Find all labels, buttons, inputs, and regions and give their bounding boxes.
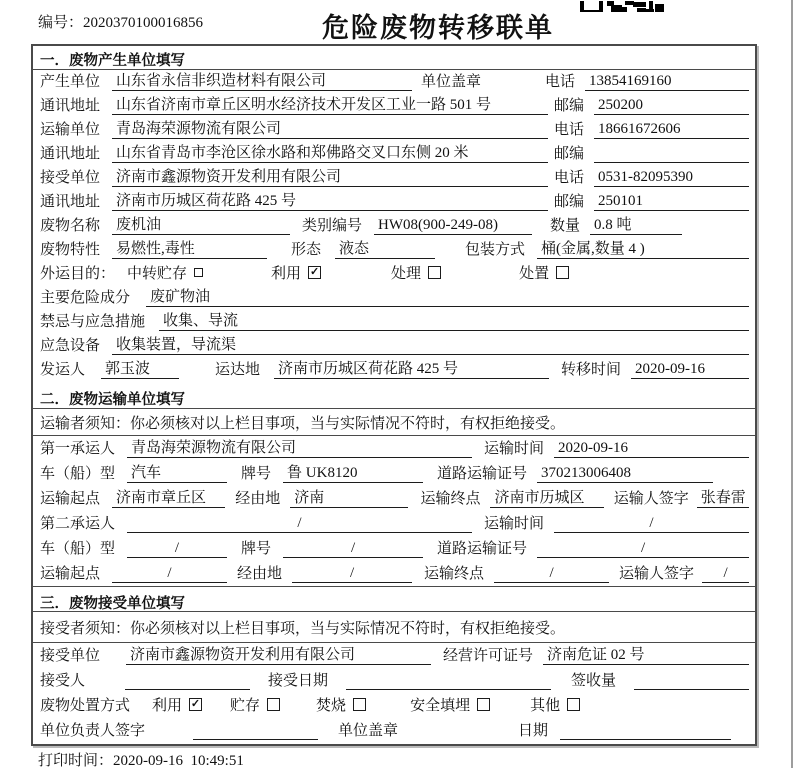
signature-label: 单位负责人签字 [40,723,146,739]
producer-zip-field: 250200 [594,97,749,115]
vehicle2-license-label: 道路运输证号 [437,541,528,557]
disposal-other-label: 其他 [530,698,561,714]
taboo-row [33,310,755,334]
disposal-landfill-label: 安全填埋 [410,698,471,714]
disposal-landfill-checkbox [477,698,490,711]
accept-unit-field: 济南市鑫源物资开发利用有限公司 [126,643,431,665]
acceptor-label: 接受人 [40,673,86,689]
equipment-row [33,334,755,358]
transporter-address-field: 山东省青岛市李沧区徐水路和郑佛路交叉口东侧 20 米 [112,141,548,163]
vehicle1-type-field: 汽车 [127,461,227,483]
producer-address-field: 山东省济南市章丘区明水经济技术开发区工业一路 501 号 [112,93,548,115]
route2-end-label: 运输终点 [424,566,485,582]
receiver-zip-field: 250101 [594,193,749,211]
section3-header: 三．废物接受单位填写 [33,586,755,612]
acceptor-row [33,668,755,693]
accept-unit-label: 接受单位 [40,648,101,664]
taboo-field: 收集、导流 [159,309,749,331]
equipment-label: 应急设备 [40,338,101,354]
serial-label: 编号： [38,15,84,31]
vehicle2-row [33,536,755,561]
waste-code-label: 类别编号 [302,218,363,234]
disposal-incinerate-checkbox [353,698,366,711]
waste-traits-label: 废物特性 [40,242,101,258]
transfer-storage-label: 中转贮存 [127,266,188,282]
transfer-storage-checkbox [194,268,203,277]
carrier1-row [33,436,755,461]
treat-label: 处理 [391,266,422,282]
vehicle2-plate-field: / [283,540,423,558]
route1-via-label: 经由地 [235,491,281,507]
transporter-value-field: 青岛海荣源物流有限公司 [112,117,548,139]
disposal-row [33,693,755,718]
qr-code-fragment-icon [580,0,666,12]
disposal-utilize-label: 利用 [152,698,183,714]
route1-start-field: 济南市章丘区 [112,486,225,508]
sign-date-field [560,723,731,740]
disposal-option-utilize [152,694,202,715]
receiver-phone-field: 0531-82095390 [594,169,749,187]
waste-qty-label: 数量 [550,218,581,234]
receiver-address-field: 济南市历城区荷花路 425 号 [112,189,548,211]
carrier2-time-label: 运输时间 [484,516,545,532]
form-outer-box [31,44,757,746]
disposal-option-incinerate [316,694,366,715]
route1-sign-label: 运输人签字 [613,491,689,507]
purpose-label: 外运目的： [40,266,116,282]
accept-unit-row [33,643,755,668]
waste-traits-field: 易燃性,毒性 [112,237,267,259]
print-time-line [38,749,244,768]
transporter-phone-label: 电话 [554,122,585,138]
dispatch-row [33,358,755,382]
accept-license-field: 济南危证 02 号 [543,643,749,665]
dispatch-dest-label: 运达地 [215,362,261,378]
waste-pack-label: 包装方式 [465,242,526,258]
disposal-other-checkbox [567,698,580,711]
dispatch-label: 发运人 [40,362,86,378]
purpose-row [33,262,755,286]
producer-value-field: 山东省永信非织造材料有限公司 [112,69,412,91]
disposal-store-label: 贮存 [230,698,261,714]
disposal-option-other [530,694,580,715]
route2-via-label: 经由地 [237,566,283,582]
disposal-utilize-checkbox: ✓ [190,698,201,710]
carrier2-label: 第二承运人 [40,516,116,532]
transporter-address-label: 通讯地址 [40,146,101,162]
waste-name-row [33,214,755,238]
waste-name-field: 废机油 [112,213,290,235]
hazard-field: 废矿物油 [146,285,749,307]
signature-row [33,718,755,743]
dispatch-time-label: 转移时间 [561,362,622,378]
waste-traits-row [33,238,755,262]
receiver-value-field: 济南市鑫源物资开发利用有限公司 [112,165,548,187]
route1-end-label: 运输终点 [420,491,481,507]
section1-header: 一．废物产生单位填写 [33,46,755,70]
vehicle2-license-field: / [537,540,749,558]
stamp-label: 单位盖章 [421,74,482,90]
sign-date-label: 日期 [518,723,549,739]
transporter-zip-label: 邮编 [554,146,585,162]
route2-via-field: / [292,565,412,583]
route2-start-field: / [112,565,227,583]
vehicle1-plate-label: 牌号 [241,466,272,482]
waste-name-label: 废物名称 [40,218,101,234]
vehicle1-plate-field: 鲁 UK8120 [283,461,423,483]
waste-pack-field: 桶(金属,数量 4 ) [537,237,749,259]
signature-field [193,723,318,740]
carrier1-time-field: 2020-09-16 [554,440,749,458]
dispatch-time-field: 2020-09-16 [631,361,749,379]
route1-via-field: 济南 [290,486,408,508]
route2-end-field: / [494,565,609,583]
utilize-label: 利用 [271,266,302,282]
accept-license-label: 经营许可证号 [443,648,534,664]
transporter-phone-field: 18661672606 [594,121,749,139]
section2-header: 二．废物运输单位填写 [33,382,755,409]
route1-row [33,486,755,511]
producer-phone-label: 电话 [545,74,576,90]
transporter-row [33,118,755,142]
route1-sign-field: 张春雷 [697,486,749,508]
transporter-address-row [33,142,755,166]
carrier2-value-field: / [127,515,472,533]
route2-start-label: 运输起点 [40,566,101,582]
vehicle1-row [33,461,755,486]
acceptor-notice: 接受者须知：你必须核对以上栏目事项，当与实际情况不符时，有权拒绝接受。 [33,612,755,643]
vehicle1-license-label: 道路运输证号 [437,466,528,482]
accept-date-label: 接受日期 [268,673,329,689]
producer-row [33,70,755,94]
dispose-label: 处置 [519,266,550,282]
accept-date-field [346,673,551,690]
disposal-incinerate-label: 焚烧 [316,698,347,714]
route1-end-field: 济南市历城区 [490,486,603,508]
equipment-field: 收集装置，导流渠 [112,333,749,355]
serial-value: 2020370100016856 [83,15,204,31]
producer-address-row [33,94,755,118]
receiver-zip-label: 邮编 [554,194,585,210]
receiver-label: 接受单位 [40,170,101,186]
taboo-label: 禁忌与应急措施 [40,314,146,330]
waste-code-field: HW08(900-249-08) [374,217,532,235]
purpose-option-dispose [519,262,569,283]
route2-sign-field: / [702,565,749,583]
transporter-notice: 运输者须知：你必须核对以上栏目事项，当与实际情况不符时，有权拒绝接受。 [33,409,755,436]
disposal-option-landfill [410,694,490,715]
serial-number-line [38,11,203,32]
vehicle2-label: 车（船）型 [40,541,116,557]
vehicle1-license-field: 370213006408 [537,465,713,483]
transporter-label: 运输单位 [40,122,101,138]
disposal-label: 废物处置方式 [40,698,131,714]
receiver-address-row [33,190,755,214]
route1-start-label: 运输起点 [40,491,101,507]
carrier1-time-label: 运输时间 [484,441,545,457]
hazard-label: 主要危险成分 [40,290,131,306]
receiver-phone-label: 电话 [554,170,585,186]
dispose-checkbox [556,266,569,279]
unit-stamp-label: 单位盖章 [338,723,399,739]
print-time-label: 打印时间： [38,753,114,768]
page-title: 危险废物转移联单 [322,13,554,43]
waste-qty-field: 0.8 吨 [590,213,682,235]
waste-form-label: 形态 [291,242,322,258]
acceptor-name-field [125,673,250,690]
carrier1-value-field: 青岛海荣源物流有限公司 [127,436,472,458]
carrier2-time-field: / [554,515,749,533]
sign-qty-label: 签收量 [571,673,617,689]
print-time-value: 2020-09-16 10:49:51 [113,753,244,768]
producer-phone-field: 13854169160 [585,73,749,91]
dispatch-dest-field: 济南市历城区荷花路 425 号 [274,357,549,379]
route2-row [33,561,755,586]
waste-form-field: 液态 [335,237,435,259]
purpose-option-treat [391,262,441,283]
carrier1-label: 第一承运人 [40,441,116,457]
hazard-row [33,286,755,310]
purpose-option-transfer-storage [127,262,203,283]
carrier2-row [33,511,755,536]
treat-checkbox [428,266,441,279]
receiver-address-label: 通讯地址 [40,194,101,210]
purpose-option-utilize [271,262,321,283]
transporter-zip-field [594,146,749,163]
sign-qty-field [634,673,749,690]
vehicle2-plate-label: 牌号 [241,541,272,557]
route2-sign-label: 运输人签字 [619,566,695,582]
page-edge-divider [791,0,793,768]
producer-label: 产生单位 [40,74,101,90]
producer-zip-label: 邮编 [554,98,585,114]
utilize-checkbox: ✓ [309,266,320,278]
producer-address-label: 通讯地址 [40,98,101,114]
disposal-option-store [230,694,280,715]
dispatch-person-field: 郭玉波 [101,357,179,379]
disposal-store-checkbox [267,698,280,711]
vehicle1-label: 车（船）型 [40,466,116,482]
vehicle2-type-field: / [127,540,227,558]
receiver-row [33,166,755,190]
